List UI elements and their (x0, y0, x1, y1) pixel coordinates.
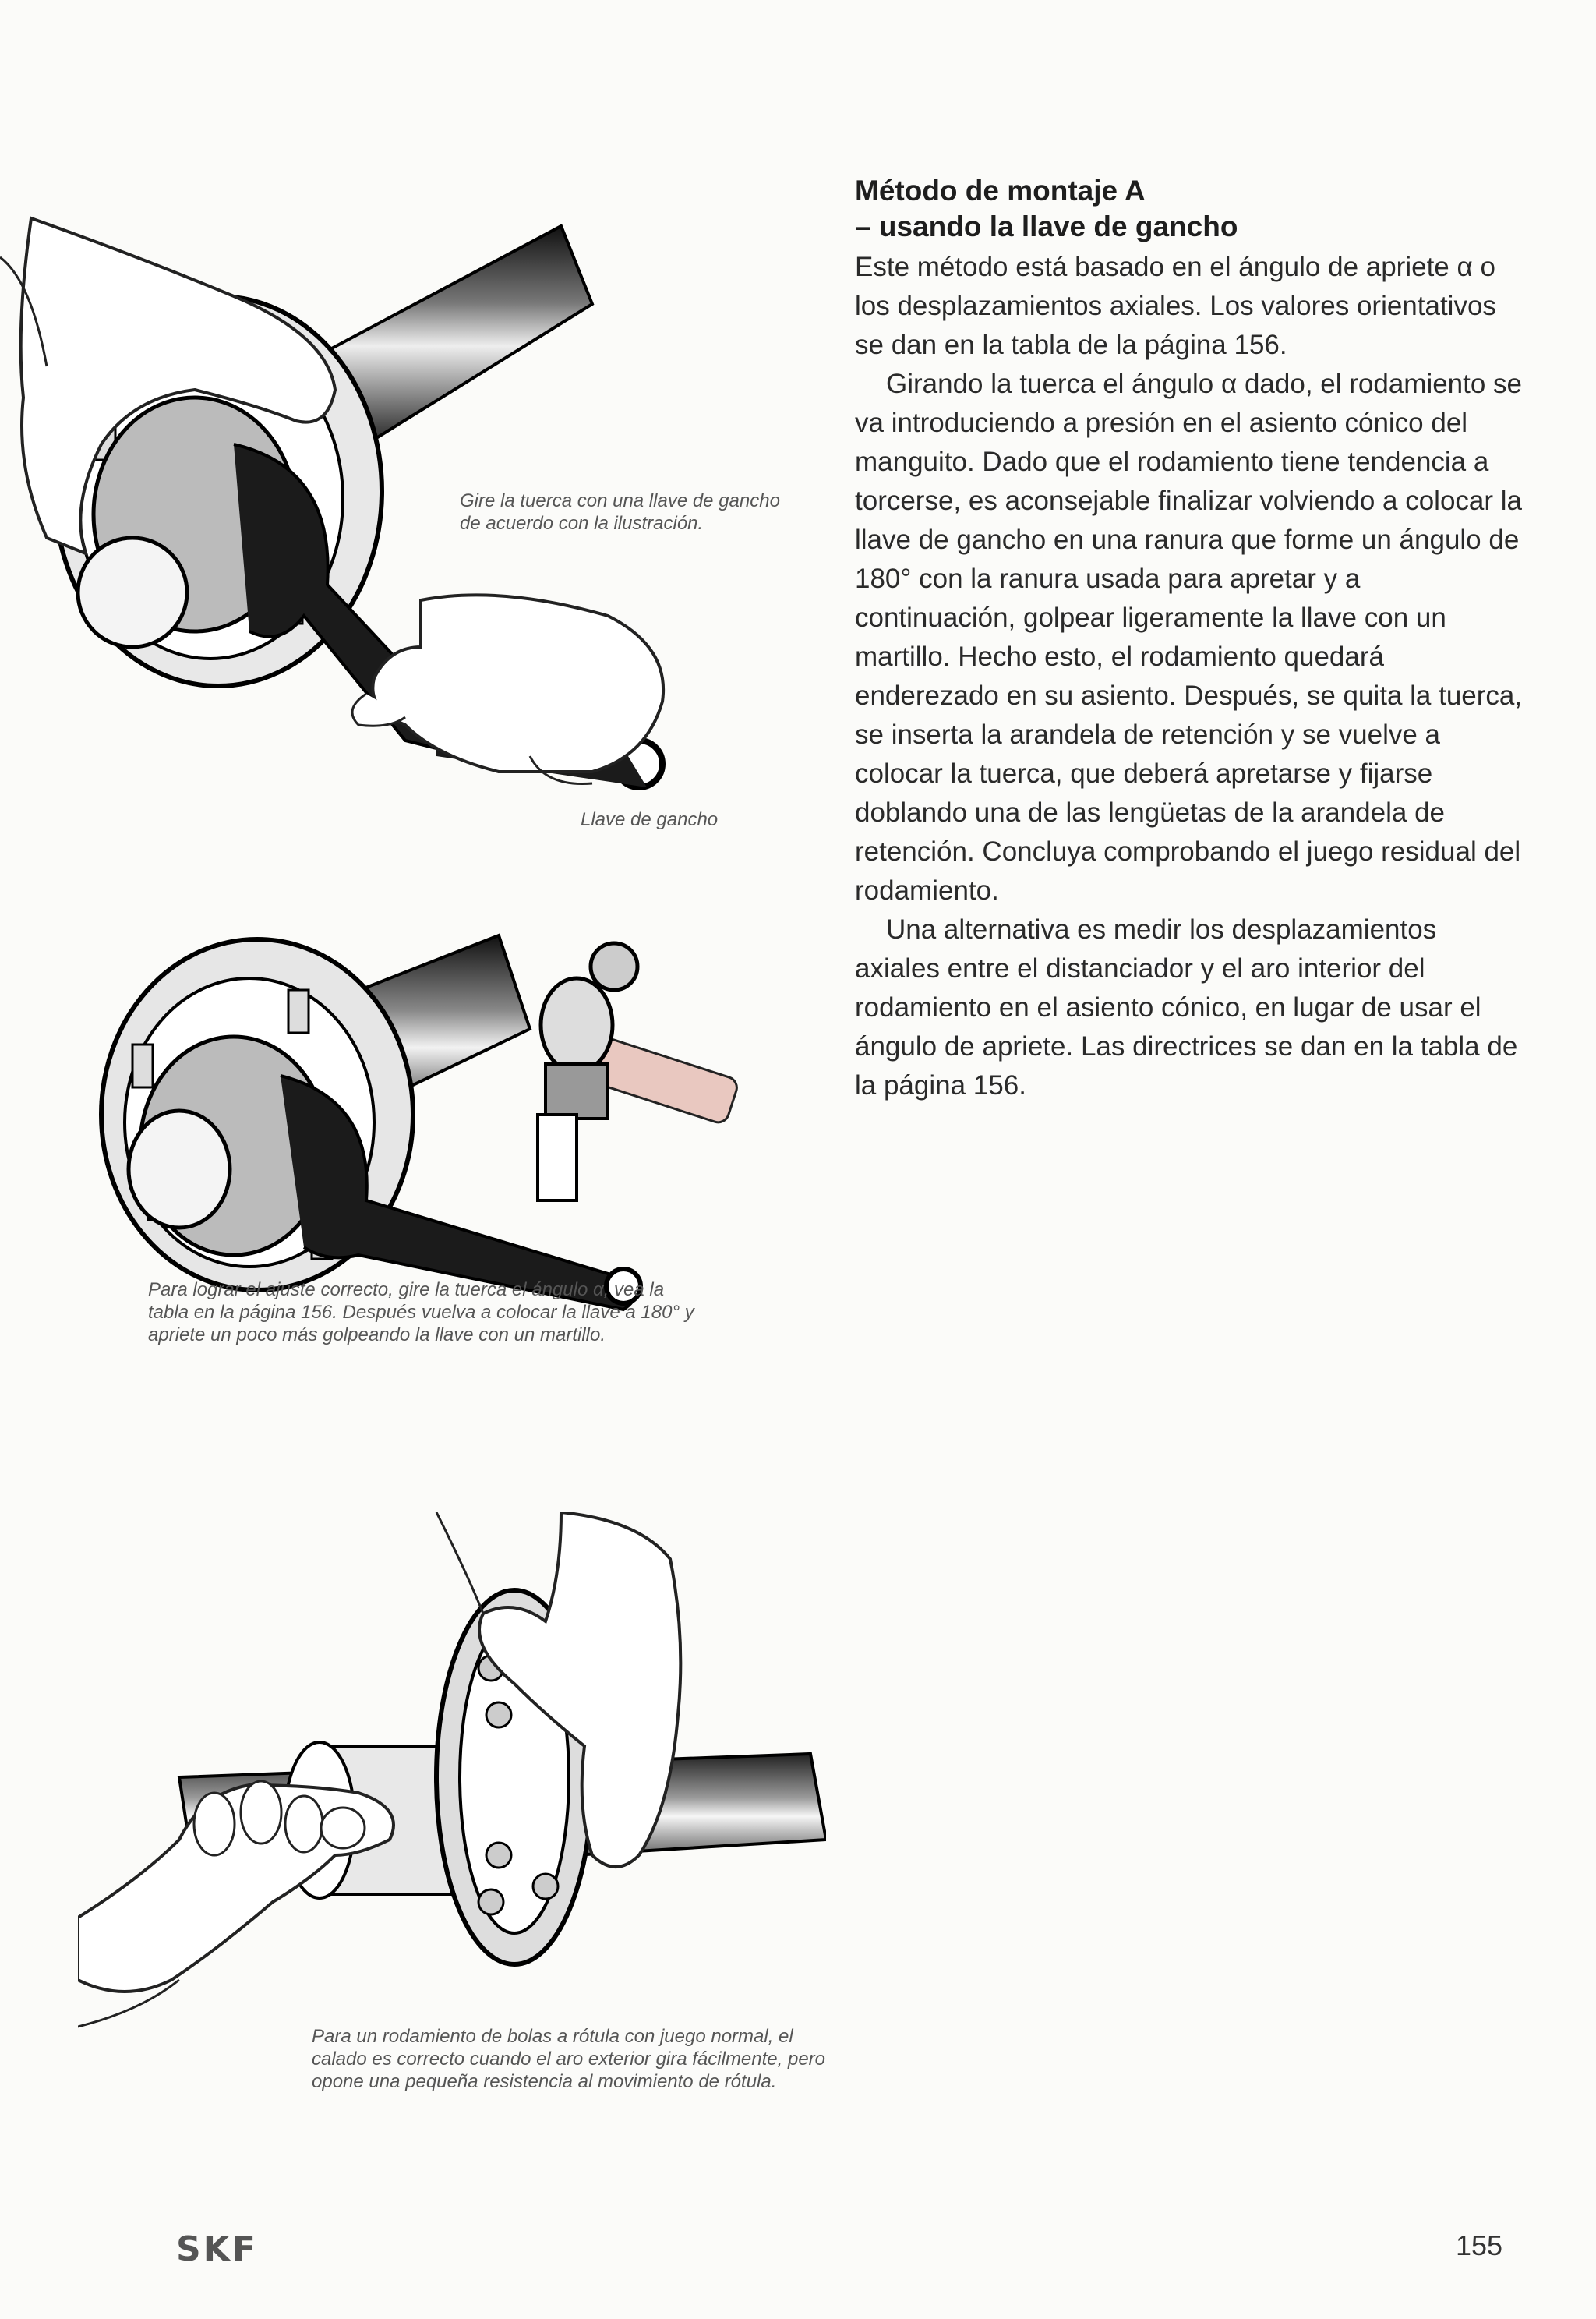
body-text (855, 248, 1525, 1105)
paragraph-2: Girando la tuerca el ángulo α dado, el rodamiento se va introduciendo a presión en el asiento cónico del manguito. Dado que el rodamiento tiene tendencia a torcerse, es aconsejable finalizar volviendo a colocar la llave de gancho en una ranura que forme un ángulo de 180° con la ranura usada para apretar y a continuación, golpear ligeramente la llave con un martillo. Hecho esto, el rodamiento quedará enderezado en su asiento. Después, se quita la tuerca, se inserta la arandela de retención y se vuelve a colocar la tuerca, que deberá apretarse y fijarse doblando una de las lengüetas de la arandela de retención. Concluya comprobando el juego residual del rodamiento. (855, 369, 1523, 906)
self-aligning-bearing-check-illustration (78, 1512, 826, 2058)
paragraph-3: Una alternativa es medir los desplazamientos axiales entre el distanciador y el aro interior del rodamiento en el asiento cónico, en lugar de usar el ángulo de apriete. Las directrices se dan en la tabla de la página 156. (855, 914, 1518, 1101)
figure-3-caption: Para un rodamiento de bolas a rótula con juego normal, el calado es correcto cuando el aro exterior gira fácilmente, pero opone una pequeña resistencia al movimiento de rótula. (312, 2026, 826, 2092)
page-number: 155 (1456, 2229, 1503, 2261)
figure-3-illustration (78, 1512, 826, 2058)
figure-2-caption: Para lograr el ajuste correcto, gire la tuerca el ángulo α, vea la tabla en la página 156. Después vuelva a colocar la llave a 180° y apriete un poco más golpeando la llave con un martillo. (148, 1279, 694, 1345)
hammer-tapping-spanner-illustration (78, 920, 748, 1333)
skf-logo: SKF (176, 2229, 258, 2269)
section-heading-line-1: Método de montaje A (855, 175, 1146, 207)
section-heading (855, 173, 1525, 245)
figure-2-illustration (78, 920, 748, 1333)
paragraph-1: Este método está basado en el ángulo de apriete α o los desplazamientos axiales. Los valores orientativos se dan en la tabla de la página 156. (855, 252, 1496, 360)
figure-1-label: Llave de gancho (581, 809, 719, 830)
figure-1-caption: Gire la tuerca con una llave de gancho de acuerdo con la ilustración. (460, 490, 780, 534)
section-heading-line-2: – usando la llave de gancho (855, 210, 1238, 242)
